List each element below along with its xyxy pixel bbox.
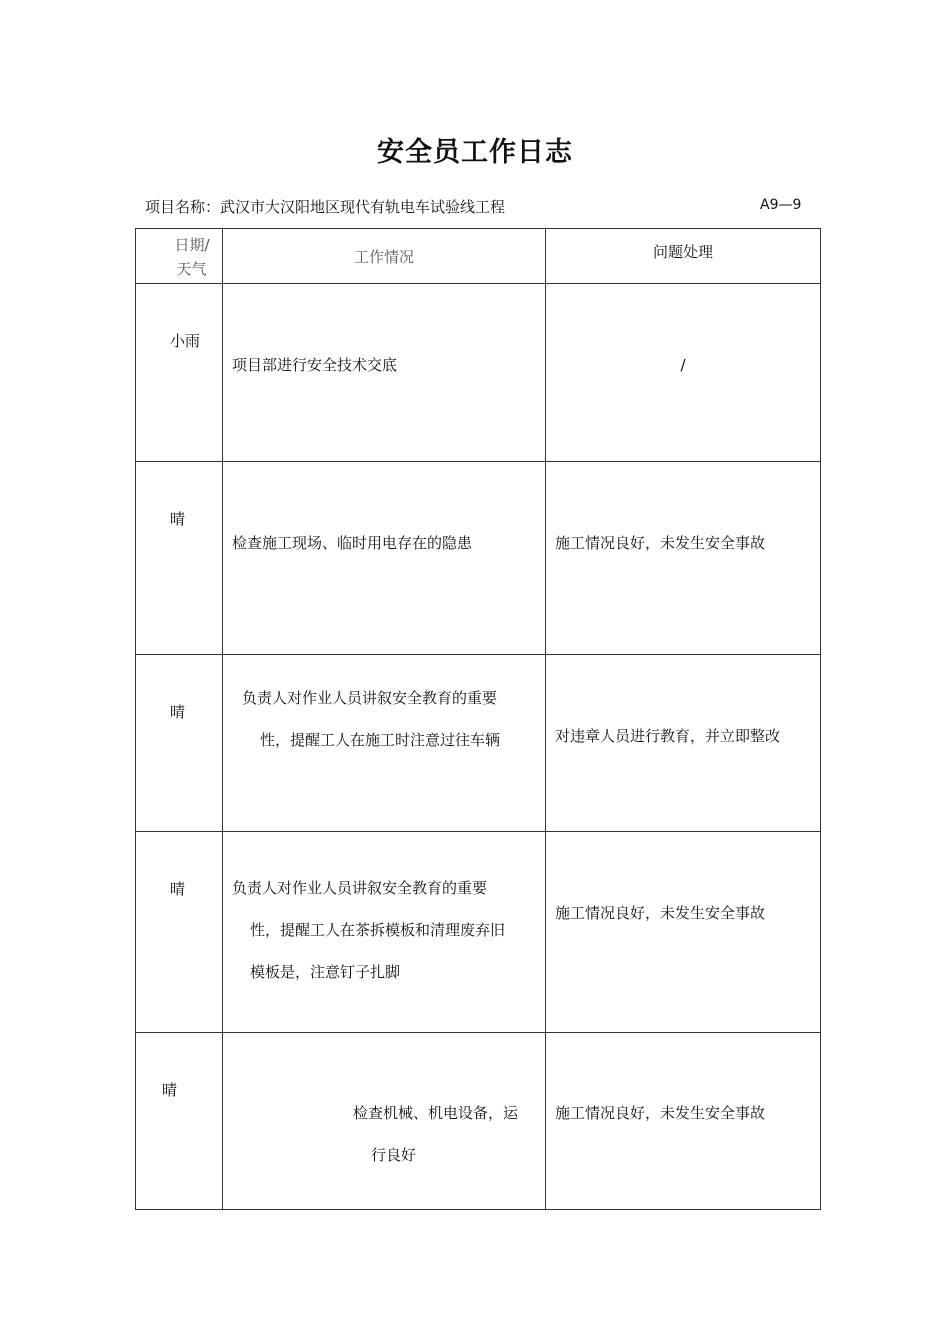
work-cell xyxy=(223,655,546,832)
issue-cell xyxy=(546,655,821,832)
header-date-label: 日期/ xyxy=(174,236,210,254)
table-row xyxy=(136,832,821,1033)
work-text-line: 模板是，注意钉子扎脚 xyxy=(250,963,401,981)
issue-cell xyxy=(546,462,821,655)
weather-cell xyxy=(136,832,223,1033)
work-text-line: 性，提醒工人在施工时注意过往车辆 xyxy=(260,731,501,749)
issue-text: 施工情况良好，未发生安全事故 xyxy=(555,904,766,922)
weather-text: 晴 xyxy=(162,1081,178,1099)
issue-cell xyxy=(546,284,821,462)
weather-text: 晴 xyxy=(170,510,186,528)
work-text-block xyxy=(223,832,545,993)
issue-text: 施工情况良好，未发生安全事故 xyxy=(555,1104,766,1122)
weather-cell xyxy=(136,284,223,462)
work-text-block xyxy=(223,655,545,761)
issue-text: / xyxy=(680,356,686,374)
table-header-row xyxy=(136,229,821,284)
work-cell xyxy=(223,1033,546,1210)
header-weather-label: 天气 xyxy=(176,260,207,278)
work-text-line: 检查机械、机电设备，运 xyxy=(353,1104,519,1122)
work-text-block xyxy=(223,1033,545,1176)
weather-text: 晴 xyxy=(170,880,186,898)
weather-text: 晴 xyxy=(170,703,186,721)
issue-text: 施工情况良好，未发生安全事故 xyxy=(555,534,766,552)
weather-cell xyxy=(136,1033,223,1210)
work-text: 检查施工现场、临时用电存在的隐患 xyxy=(232,534,473,552)
table-row xyxy=(136,1033,821,1210)
table-row xyxy=(136,284,821,462)
header-date-weather xyxy=(136,229,223,284)
work-text-line: 负责人对作业人员讲叙安全教育的重要 xyxy=(242,689,498,707)
table-row xyxy=(136,462,821,655)
safety-log-table xyxy=(135,228,821,1210)
work-cell xyxy=(223,832,546,1033)
form-code: A9—9 xyxy=(760,197,802,213)
weather-cell xyxy=(136,655,223,832)
issue-cell xyxy=(546,832,821,1033)
work-cell xyxy=(223,462,546,655)
weather-text: 小雨 xyxy=(170,332,201,350)
header-issue: 问题处理 xyxy=(546,229,821,284)
issue-text: 对违章人员进行教育，并立即整改 xyxy=(555,727,781,745)
work-cell xyxy=(223,284,546,462)
work-text: 项目部进行安全技术交底 xyxy=(232,356,398,374)
work-text-line: 负责人对作业人员讲叙安全教育的重要 xyxy=(232,879,488,897)
issue-cell xyxy=(546,1033,821,1210)
work-text-line: 行良好 xyxy=(371,1146,417,1164)
weather-cell xyxy=(136,462,223,655)
table-row xyxy=(136,655,821,832)
work-text-line: 性，提醒工人在茶拆模板和清理废弃旧 xyxy=(250,921,506,939)
project-name: 项目名称：武汉市大汉阳地区现代有轨电车试验线工程 xyxy=(145,198,506,216)
document-title: 安全员工作日志 xyxy=(377,137,573,168)
header-work: 工作情况 xyxy=(223,229,546,284)
